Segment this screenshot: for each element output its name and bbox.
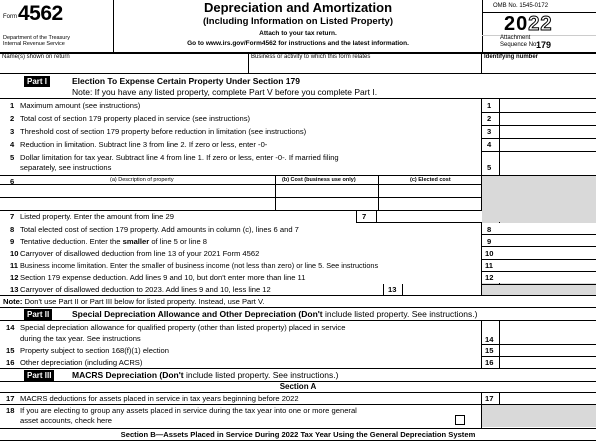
col-c-header: (c) Elected cost xyxy=(410,177,451,183)
part1-note-after: Note: Don't use Part II or Part III below for listed property. Instead, use Part V. xyxy=(3,297,265,306)
line-11-text: Business income limitation. Enter the smaller of business income (not less than zero) or line 5. See instructions xyxy=(20,261,379,270)
line-box-number: 12 xyxy=(485,273,494,282)
line-4-text: Reduction in limitation. Subtract line 3 from line 2. If zero or less, enter -0- xyxy=(20,140,268,149)
line-6-cost-field[interactable] xyxy=(276,198,378,210)
line-number: 14 xyxy=(6,323,15,332)
irs-name: Internal Revenue Service xyxy=(3,41,65,47)
id-label: Identifying number xyxy=(484,54,538,60)
line-11-amount[interactable] xyxy=(500,260,595,271)
instructions-link[interactable]: Go to www.irs.gov/Form4562 for instructions and the latest information. xyxy=(187,40,409,47)
attachment-word: Attachment xyxy=(500,35,531,41)
form-subtitle: (Including Information on Listed Property) xyxy=(203,16,393,27)
year-suffix: 22 xyxy=(528,13,553,35)
attach-instruction: Attach to your tax return. xyxy=(259,30,337,37)
sequence-number: 179 xyxy=(536,40,552,50)
line-box-number: 10 xyxy=(485,249,494,258)
part3-title: MACRS Depreciation (Don't include listed property. See instructions.) xyxy=(72,370,339,380)
line-number: 6 xyxy=(10,177,15,186)
sequence-word: Sequence No. xyxy=(500,41,539,48)
line-6-cost-field[interactable] xyxy=(276,185,378,197)
line-number: 15 xyxy=(6,346,15,355)
line-6-description-field[interactable] xyxy=(0,198,275,210)
line-box-number: 9 xyxy=(487,237,492,246)
id-number-field[interactable] xyxy=(482,60,595,72)
names-field[interactable] xyxy=(0,60,248,72)
line-18-checkbox[interactable] xyxy=(455,415,465,425)
form-number: 4562 xyxy=(18,2,63,25)
line-number: 3 xyxy=(10,127,15,136)
line-box-number: 3 xyxy=(487,127,492,136)
line-number: 17 xyxy=(6,394,15,403)
line-9-amount[interactable] xyxy=(500,235,595,246)
form-label: Form xyxy=(3,14,17,20)
line-15-text: Property subject to section 168(f)(1) election xyxy=(20,346,169,355)
line-box-number: 16 xyxy=(485,358,494,367)
line-number: 7 xyxy=(10,212,15,221)
line-6-description-field[interactable] xyxy=(0,185,275,197)
line-6-elected-cost-field[interactable] xyxy=(379,198,481,210)
shaded-area xyxy=(482,405,596,427)
line-3-amount[interactable] xyxy=(500,126,595,138)
line-box-number: 15 xyxy=(485,346,494,355)
part2-tag: Part II xyxy=(24,309,52,320)
line-number: 2 xyxy=(10,114,15,123)
part1-tag: Part I xyxy=(24,76,50,87)
col-a-header: (a) Description of property xyxy=(110,177,174,183)
line-1-text: Maximum amount (see instructions) xyxy=(20,101,141,110)
line-15-amount[interactable] xyxy=(500,345,595,356)
line-number: 1 xyxy=(10,101,15,110)
line-14-amount[interactable] xyxy=(500,333,595,344)
line-number: 18 xyxy=(6,406,15,415)
department-label xyxy=(3,35,115,47)
line-number: 9 xyxy=(10,237,15,246)
line-number: 13 xyxy=(10,285,19,294)
line-2-text: Total cost of section 179 property placed in service (see instructions) xyxy=(20,114,251,123)
line-number: 12 xyxy=(10,273,19,282)
line-18-text-cont: asset accounts, check here xyxy=(20,416,113,425)
line-number: 4 xyxy=(10,140,15,149)
business-label: Business or activity to which this form relates xyxy=(251,54,371,60)
part1-note: Note: If you have any listed property, complete Part V before you complete Part I. xyxy=(72,87,378,97)
part3-tag: Part III xyxy=(24,370,54,381)
line-10-amount[interactable] xyxy=(500,247,595,258)
line-14-text: Special depreciation allowance for qualified property (other than listed property) placed in service xyxy=(20,323,346,332)
line-box-number: 5 xyxy=(487,163,492,172)
line-10-text: Carryover of disallowed deduction from line 13 of your 2021 Form 4562 xyxy=(20,249,260,258)
line-1-amount[interactable] xyxy=(500,99,595,111)
part2-title: Special Depreciation Allowance and Other Depreciation (Don't include listed property. See instructions.) xyxy=(72,309,478,319)
line-box-number: 13 xyxy=(388,285,397,294)
line-9-text: Tentative deduction. Enter the smaller of line 5 or line 8 xyxy=(20,237,208,246)
line-7-amount[interactable] xyxy=(377,211,481,222)
line-3-text: Threshold cost of section 179 property before reduction in limitation (see instructions) xyxy=(20,127,307,136)
line-16-amount[interactable] xyxy=(500,357,595,368)
line-18-text: If you are electing to group any assets placed in service during the tax year into one or more general xyxy=(20,406,357,415)
col-b-header: (b) Cost (business use only) xyxy=(282,177,356,183)
line-17-amount[interactable] xyxy=(500,393,595,404)
line-box-number: 2 xyxy=(487,114,492,123)
line-number: 5 xyxy=(10,153,15,162)
tax-year xyxy=(504,13,553,36)
line-6-elected-cost-field[interactable] xyxy=(379,185,481,197)
form-title: Depreciation and Amortization xyxy=(203,0,393,15)
line-box-number: 11 xyxy=(485,261,494,270)
line-14-text-cont: during the tax year. See instructions xyxy=(20,334,141,343)
line-12-text: Section 179 expense deduction. Add lines 9 and 10, but don't enter more than line 11 xyxy=(20,273,306,282)
line-7-text: Listed property. Enter the amount from line 29 xyxy=(20,212,174,221)
year-prefix: 20 xyxy=(504,13,529,35)
names-label: Name(s) shown on return xyxy=(2,54,70,60)
department-name: Department of the Treasury xyxy=(3,35,70,41)
line-16-text: Other depreciation (including ACRS) xyxy=(20,358,143,367)
business-field[interactable] xyxy=(249,60,481,72)
line-5-text-cont: separately, see instructions xyxy=(20,163,112,172)
line-5-text: Dollar limitation for tax year. Subtract line 4 from line 1. If zero or less, enter -0-. If married filing xyxy=(20,153,339,162)
line-8-text: Total elected cost of section 179 property. Add amounts in column (c), lines 6 and 7 xyxy=(20,225,299,234)
line-13-text: Carryover of disallowed deduction to 2023. Add lines 9 and 10, less line 12 xyxy=(20,285,271,294)
line-box-number: 1 xyxy=(487,101,492,110)
line-box-number: 17 xyxy=(485,394,494,403)
line-4-amount[interactable] xyxy=(500,139,595,151)
attachment-label xyxy=(500,35,538,48)
line-2-amount[interactable] xyxy=(500,113,595,125)
line-box-number: 8 xyxy=(487,225,492,234)
line-number: 10 xyxy=(10,249,19,258)
line-number: 11 xyxy=(10,261,19,270)
line-8-amount[interactable] xyxy=(500,223,595,234)
section-b-heading: Section B—Assets Placed in Service During 2022 Tax Year Using the General Depreciation System xyxy=(120,430,476,439)
line-12-amount[interactable] xyxy=(500,272,595,283)
section-a-heading: Section A xyxy=(279,382,317,391)
line-number: 8 xyxy=(10,225,15,234)
line-5-amount[interactable] xyxy=(500,160,595,174)
line-box-number: 7 xyxy=(362,212,367,221)
note-text: Don't use Part II or Part III below for listed property. Instead, use Part V. xyxy=(24,297,265,306)
line-box-number: 14 xyxy=(485,335,494,344)
part1-title: Election To Expense Certain Property Under Section 179 xyxy=(72,76,300,86)
omb-number: OMB No. 1545-0172 xyxy=(493,3,549,9)
line-number: 16 xyxy=(6,358,15,367)
line-box-number: 4 xyxy=(487,140,492,149)
line-17-text: MACRS deductions for assets placed in service in tax years beginning before 2022 xyxy=(20,394,299,403)
